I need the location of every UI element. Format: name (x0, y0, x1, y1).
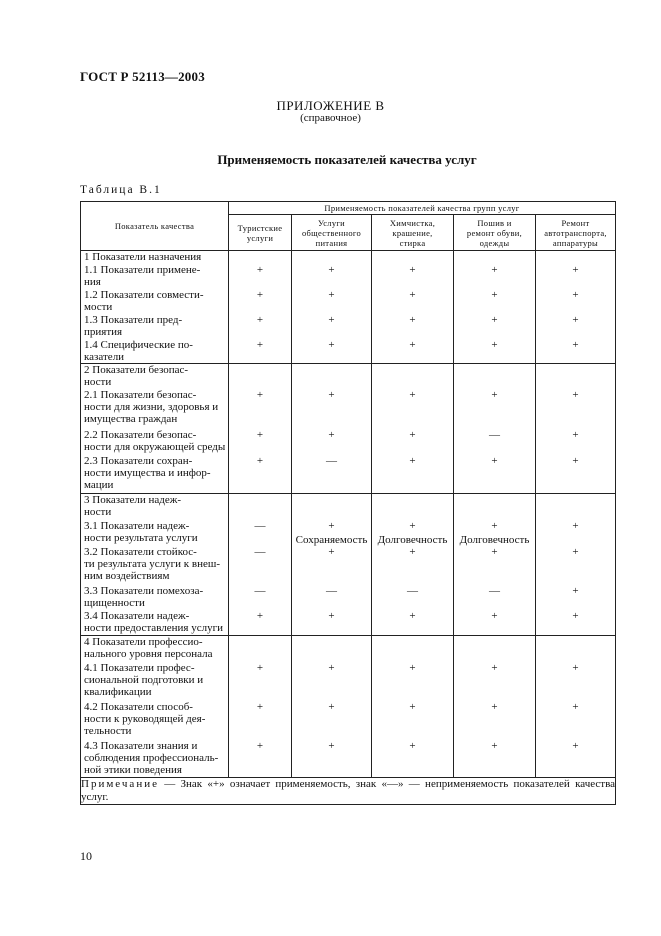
note-text: — Знак «+» означает применяемость, знак «—» — неприменяемость показателей качества услуг. (81, 778, 616, 803)
indicator-line: имущества граждан (84, 413, 178, 425)
value-slot (372, 389, 453, 429)
applicability-mark: + (409, 389, 416, 401)
applicability-mark: + (256, 455, 264, 467)
indicator-line: ной этики поведения (84, 764, 182, 776)
indicator-line: 4 Показатели профессио- (84, 636, 203, 648)
indicator-line: 3.1 Показатели надеж- (84, 520, 190, 532)
value-slot (536, 610, 615, 635)
value-slot (372, 314, 453, 339)
indicator-line: тельности (84, 725, 132, 737)
applicability-mark: + (572, 314, 579, 326)
value-slot (372, 636, 453, 662)
header-line: стирка (399, 237, 426, 248)
document-id: ГОСТ Р 52113—2003 (80, 69, 205, 84)
value-cell (536, 364, 616, 494)
indicator-cell (81, 636, 229, 778)
indicator-line: 3 Показатели надеж- (84, 494, 182, 506)
appendix-subtitle: (справочное) (300, 112, 361, 124)
applicability-mark: + (491, 610, 498, 622)
value-slot (292, 494, 371, 520)
applicability-mark: + (572, 740, 579, 752)
applicability-mark: + (328, 740, 335, 752)
value-slot (536, 264, 615, 289)
service-group-header (454, 215, 536, 251)
indicator-line: мации (84, 479, 114, 491)
value-slot (229, 364, 291, 389)
indicator-line: нального уровня персонала (84, 648, 213, 660)
value-slot (454, 251, 535, 264)
value-slot (229, 289, 291, 314)
appendix-title: ПРИЛОЖЕНИЕ В (276, 98, 385, 113)
applicability-mark: + (572, 289, 579, 301)
applicability-mark: + (409, 740, 416, 752)
value-slot (229, 636, 291, 662)
value-slot (454, 264, 535, 289)
value-cell (292, 636, 372, 778)
value-cell (454, 364, 536, 494)
applicability-mark: + (409, 339, 416, 351)
header-line: Туристские (237, 222, 283, 233)
value-slot (292, 740, 371, 777)
value-slot (536, 429, 615, 455)
applicability-mark: + (409, 520, 416, 532)
applicability-mark: + (491, 264, 498, 276)
indicator-line: мости (84, 301, 113, 313)
applicability-mark: — (326, 455, 337, 467)
applicability-mark: + (328, 289, 335, 301)
indicator-line: 2 Показатели безопас- (84, 364, 189, 376)
indicator-name (81, 662, 228, 701)
service-group-header (536, 215, 616, 251)
value-cell (292, 494, 372, 636)
header-line: аппаратуры (552, 237, 599, 248)
header-line: крашение, (392, 227, 433, 238)
value-slot (536, 636, 615, 662)
value-slot (372, 339, 453, 363)
applicability-mark: — (254, 546, 266, 558)
value-slot (454, 520, 535, 546)
indicator-line: сиональной подготовки и (84, 674, 204, 686)
value-slot (229, 701, 291, 740)
value-slot (229, 339, 291, 363)
value-slot (292, 701, 371, 740)
header-line: Ремонт (561, 217, 590, 228)
applicability-mark: + (328, 314, 335, 326)
value-slot (292, 455, 371, 493)
value-cell (372, 494, 454, 636)
note-label: Примечание (81, 778, 159, 790)
applicability-mark: + (256, 701, 264, 713)
indicator-line: 1.1 Показатели примене- (84, 264, 201, 276)
value-slot (292, 662, 371, 701)
value-slot (454, 289, 535, 314)
value-slot (372, 662, 453, 701)
value-slot (454, 636, 535, 662)
value-slot (454, 339, 535, 363)
applicability-mark: + (328, 389, 335, 401)
applicability-mark: — (254, 585, 266, 597)
indicator-line: ности (84, 376, 112, 388)
value-slot (372, 251, 453, 264)
section-row (81, 494, 616, 636)
value-slot (454, 740, 535, 777)
section-row (81, 636, 616, 778)
value-slot (536, 494, 615, 520)
indicator-name (81, 264, 228, 289)
indicator-name (81, 455, 228, 493)
indicator-cell (81, 494, 229, 636)
indicator-name (81, 314, 228, 339)
applicability-mark: + (256, 662, 264, 674)
applicability-mark: + (409, 546, 416, 558)
value-cell (292, 251, 372, 364)
value-slot (292, 636, 371, 662)
header-line: общественного (301, 227, 362, 238)
indicator-line: 2.1 Показатели безопас- (84, 389, 197, 401)
section-row (81, 364, 616, 494)
value-cell (229, 364, 292, 494)
indicator-line: ности для жизни, здоровья и (84, 401, 219, 413)
indicator-line: 2.3 Показатели сохран- (84, 455, 193, 467)
applicability-mark: + (256, 264, 264, 276)
value-slot (372, 701, 453, 740)
indicator-column-header: Показатель качества (81, 202, 229, 251)
indicator-name (81, 520, 228, 546)
value-slot (536, 251, 615, 264)
value-slot (536, 389, 615, 429)
applicability-mark: + (572, 264, 579, 276)
value-slot (229, 610, 291, 635)
service-group-header (292, 215, 372, 251)
applicability-mark: + (328, 546, 335, 558)
table-note (81, 778, 616, 805)
applicability-mark: + (256, 740, 264, 752)
indicator-line: 3.2 Показатели стойкос- (84, 546, 197, 558)
value-slot (454, 494, 535, 520)
value-cell (454, 251, 536, 364)
applicability-mark: + (491, 289, 498, 301)
indicator-line: щищенности (84, 597, 145, 609)
indicator-line: ности имущества и инфор- (84, 467, 211, 479)
value-slot (372, 289, 453, 314)
indicator-name (81, 289, 228, 314)
value-slot (292, 289, 371, 314)
value-slot (454, 701, 535, 740)
indicator-name (81, 546, 228, 585)
header-line: ремонт обуви, (466, 227, 523, 238)
applicability-mark: + (256, 389, 264, 401)
value-cell (372, 636, 454, 778)
section-title: Применяемость показателей качества услуг (217, 152, 477, 167)
page-number: 10 (80, 849, 92, 863)
applicability-mark: + (572, 520, 579, 532)
value-slot (292, 429, 371, 455)
value-slot (229, 389, 291, 429)
indicator-line: ности к руководящей дея- (84, 713, 206, 725)
applicability-mark: + (572, 662, 579, 674)
applicability-mark: + (409, 701, 416, 713)
value-slot (372, 429, 453, 455)
value-slot (454, 455, 535, 493)
indicator-line: ния (84, 276, 101, 288)
value-slot (372, 494, 453, 520)
indicator-line: соблюдения профессиональ- (84, 752, 219, 764)
header-line: Пошив и (477, 217, 512, 228)
indicator-line: 1.3 Показатели пред- (84, 314, 183, 326)
applicability-mark: — (489, 585, 500, 597)
applicability-mark: + (256, 289, 264, 301)
applicability-mark: + (572, 389, 579, 401)
value-slot (229, 314, 291, 339)
indicator-cell (81, 364, 229, 494)
applicability-mark: — (489, 429, 500, 441)
value-slot (454, 662, 535, 701)
value-slot (229, 429, 291, 455)
value-slot (372, 546, 453, 585)
value-slot (229, 455, 291, 493)
applicability-mark: + (572, 610, 579, 622)
indicator-line: ности предоставления услуги (84, 622, 223, 634)
value-slot (292, 251, 371, 264)
indicator-name (81, 389, 228, 429)
value-slot (229, 740, 291, 777)
applicability-mark: + (572, 701, 579, 713)
header-line: автотранспорта, (544, 227, 607, 238)
value-slot (454, 610, 535, 635)
value-slot (536, 662, 615, 701)
applicability-mark: + (256, 610, 264, 622)
value-cell (229, 494, 292, 636)
applicability-mark: + (409, 289, 416, 301)
group-header: Применяемость показателей качества групп услуг (229, 202, 616, 215)
value-note: Долговечность (459, 534, 530, 546)
value-slot (372, 740, 453, 777)
value-cell (372, 364, 454, 494)
value-note: Долговечность (377, 534, 448, 546)
applicability-mark: + (409, 610, 416, 622)
applicability-mark: + (328, 429, 335, 441)
indicator-line: ности результата услуги (84, 532, 198, 544)
value-slot (536, 585, 615, 610)
applicability-mark: + (328, 662, 335, 674)
indicator-line: квалификации (84, 686, 152, 698)
value-slot (229, 585, 291, 610)
applicability-mark: + (328, 610, 335, 622)
applicability-mark: + (572, 429, 579, 441)
applicability-mark: + (572, 455, 579, 467)
applicability-table (80, 201, 616, 805)
indicator-line: ним воздействиям (84, 570, 170, 582)
value-slot (229, 251, 291, 264)
indicator-line: ти результата услуги к внеш- (84, 558, 221, 570)
applicability-mark: + (256, 339, 264, 351)
indicator-name (81, 585, 228, 610)
applicability-mark: + (491, 314, 498, 326)
value-slot (292, 610, 371, 635)
value-slot (229, 546, 291, 585)
indicator-name (81, 610, 228, 635)
value-slot (292, 314, 371, 339)
value-slot (454, 429, 535, 455)
applicability-mark: — (326, 585, 337, 597)
value-slot (372, 610, 453, 635)
value-slot (229, 264, 291, 289)
value-slot (454, 546, 535, 585)
indicator-line: 3.4 Показатели надеж- (84, 610, 190, 622)
indicator-line: 4.1 Показатели профес- (84, 662, 195, 674)
header-line: питания (315, 237, 348, 248)
applicability-mark: + (256, 429, 264, 441)
applicability-mark: + (491, 339, 498, 351)
value-cell (229, 251, 292, 364)
applicability-mark: + (328, 339, 335, 351)
value-slot (536, 339, 615, 363)
indicator-line: 1.2 Показатели совмести- (84, 289, 204, 301)
applicability-mark: + (409, 455, 416, 467)
applicability-mark: — (254, 520, 266, 532)
value-cell (536, 251, 616, 364)
value-slot (536, 289, 615, 314)
value-slot (229, 662, 291, 701)
value-slot (536, 740, 615, 777)
applicability-mark: + (491, 455, 498, 467)
indicator-name (81, 740, 228, 777)
value-slot (536, 314, 615, 339)
indicator-line: приятия (84, 326, 123, 338)
header-line: услуги (246, 232, 274, 243)
value-cell (536, 494, 616, 636)
value-slot (292, 585, 371, 610)
applicability-mark: + (328, 520, 335, 532)
applicability-mark: + (491, 389, 498, 401)
indicator-name (81, 364, 228, 389)
applicability-mark: — (407, 585, 418, 597)
value-cell (292, 364, 372, 494)
indicator-name (81, 251, 228, 264)
value-slot (372, 585, 453, 610)
indicator-line: казатели (84, 351, 125, 363)
header-line: одежды (479, 237, 510, 248)
indicator-name (81, 701, 228, 740)
applicability-mark: + (328, 701, 335, 713)
value-slot (536, 520, 615, 546)
value-cell (536, 636, 616, 778)
value-slot (292, 264, 371, 289)
applicability-mark: + (491, 520, 498, 532)
note-row (81, 778, 616, 805)
value-slot (372, 364, 453, 389)
applicability-mark: + (572, 546, 579, 558)
applicability-mark: + (572, 339, 579, 351)
applicability-mark: + (491, 662, 498, 674)
applicability-mark: + (491, 701, 498, 713)
value-note: Сохраняемость (295, 534, 368, 546)
value-slot (229, 494, 291, 520)
value-slot (372, 455, 453, 493)
indicator-line: ности (84, 506, 112, 518)
applicability-mark: + (256, 314, 264, 326)
value-cell (454, 636, 536, 778)
indicator-name (81, 494, 228, 520)
value-slot (536, 455, 615, 493)
value-cell (454, 494, 536, 636)
indicator-name (81, 429, 228, 455)
header-line: Химчистка, (389, 217, 436, 228)
section-row (81, 251, 616, 364)
value-slot (372, 264, 453, 289)
value-slot (454, 585, 535, 610)
applicability-mark: + (409, 264, 416, 276)
table-label: Таблица В.1 (80, 184, 162, 196)
indicator-name (81, 339, 228, 363)
service-group-header (372, 215, 454, 251)
applicability-mark: + (409, 429, 416, 441)
value-slot (454, 314, 535, 339)
indicator-line: 4.2 Показатели способ- (84, 701, 193, 713)
service-group-header (229, 215, 292, 251)
value-slot (292, 389, 371, 429)
indicator-line: ности для окружающей среды (84, 441, 226, 453)
value-slot (536, 701, 615, 740)
applicability-mark: + (409, 662, 416, 674)
applicability-mark: + (409, 314, 416, 326)
indicator-line: 1.4 Специфические по- (84, 339, 193, 351)
value-slot (454, 389, 535, 429)
value-slot (292, 339, 371, 363)
indicator-name (81, 636, 228, 662)
indicator-line: 1 Показатели назначения (84, 251, 202, 263)
value-slot (454, 364, 535, 389)
indicator-line: 2.2 Показатели безопас- (84, 429, 197, 441)
header-line: Услуги (317, 217, 346, 228)
value-cell (372, 251, 454, 364)
value-cell (229, 636, 292, 778)
indicator-line: 4.3 Показатели знания и (84, 740, 198, 752)
indicator-cell (81, 251, 229, 364)
indicator-line: 3.3 Показатели помехоза- (84, 585, 204, 597)
value-slot (292, 364, 371, 389)
value-slot (536, 546, 615, 585)
applicability-mark: + (328, 264, 335, 276)
value-slot (536, 364, 615, 389)
value-slot (292, 546, 371, 585)
applicability-mark: + (491, 546, 498, 558)
applicability-mark: + (491, 740, 498, 752)
applicability-mark: + (572, 585, 579, 597)
